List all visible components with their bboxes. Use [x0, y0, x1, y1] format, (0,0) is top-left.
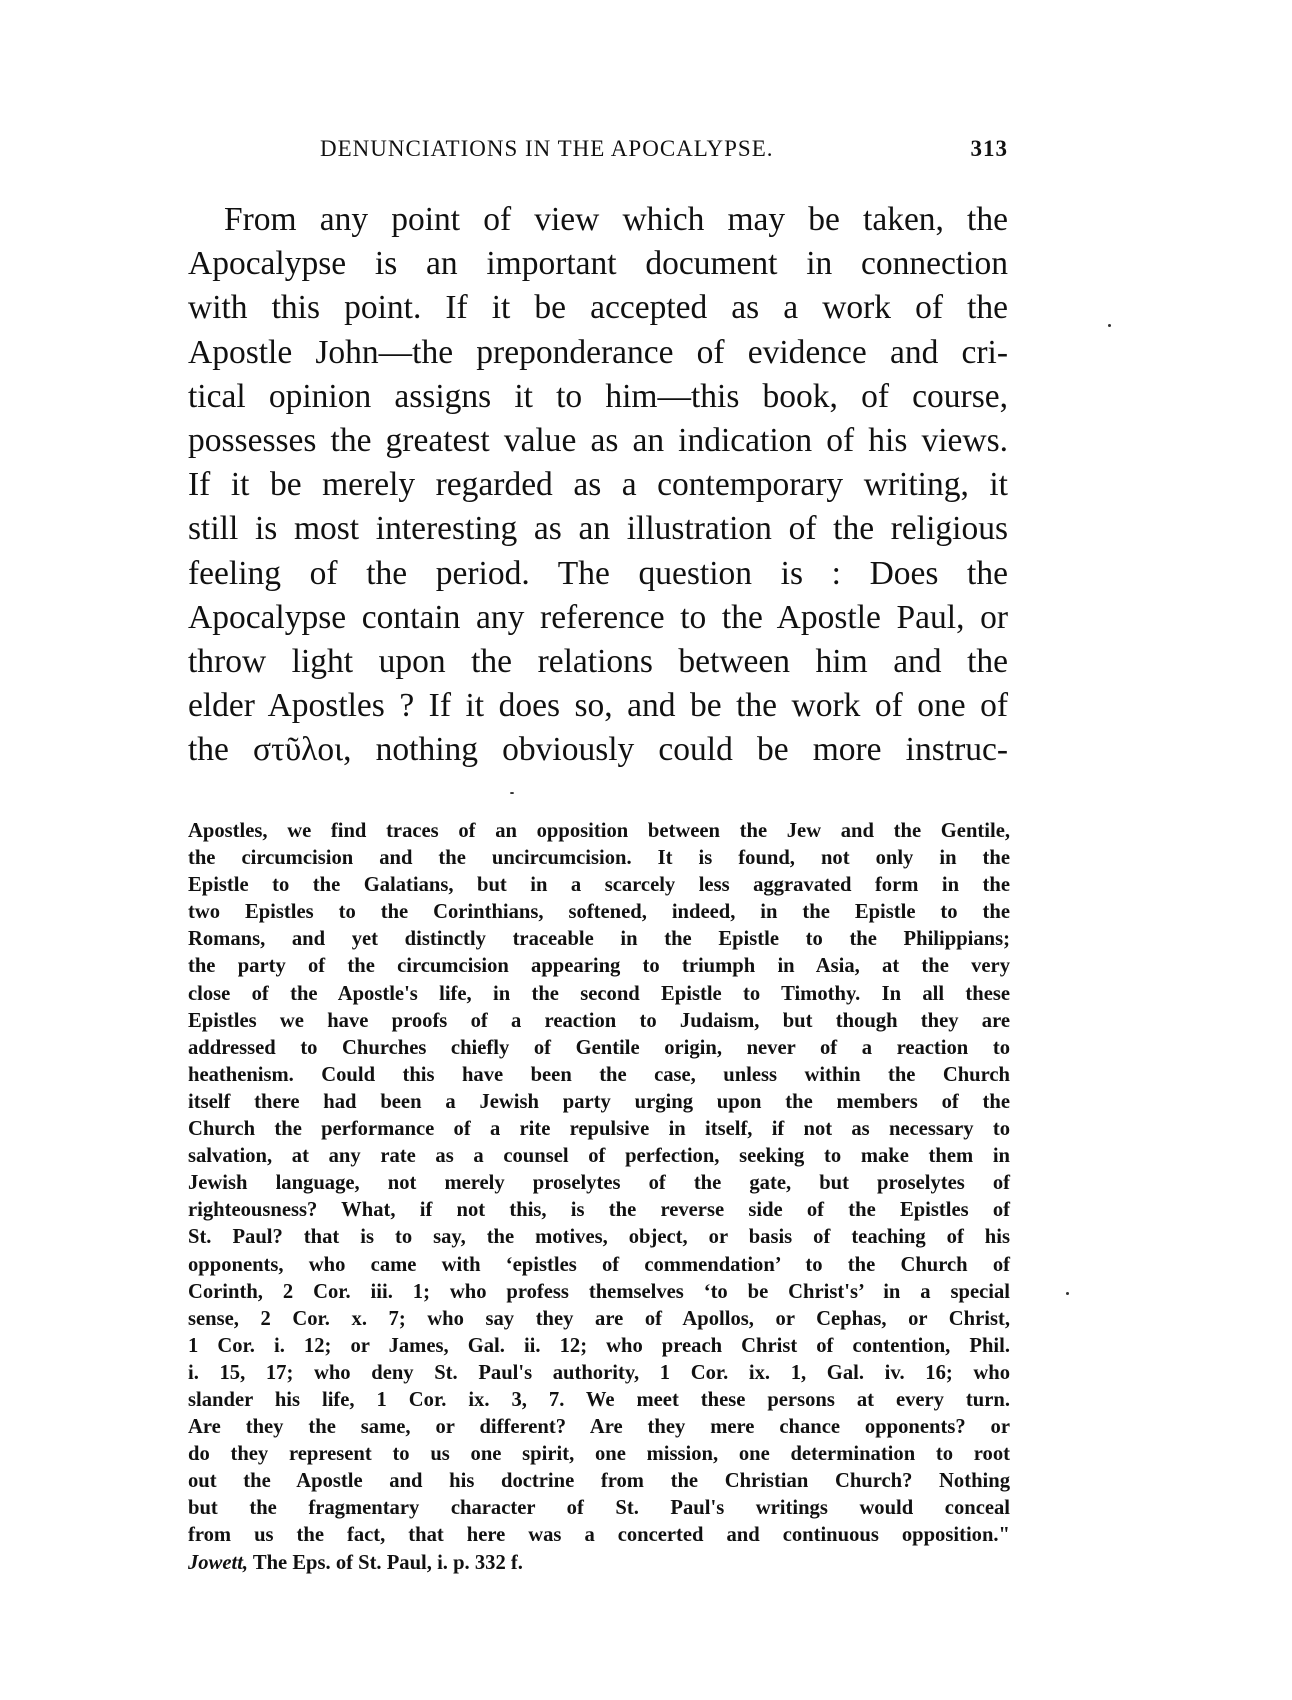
main-text — [188, 198, 1008, 772]
text-line: the στῦλοι, nothing obviously could be more instruc- — [188, 731, 1008, 769]
footnote-citation — [188, 1550, 1010, 1577]
footnote-line: from us the fact, that here was a concerted and continuous opposition." — [188, 1524, 1010, 1547]
footnote-line: the circumcision and the uncircumcision. It is found, not only in the — [188, 847, 1010, 870]
footnote-line: heathenism. Could this have been the case, unless within the Church — [188, 1063, 1010, 1086]
scan-speck — [1108, 324, 1111, 327]
footnote-line: Romans, and yet distinctly traceable in the Epistle to the Philippians; — [188, 928, 1010, 951]
footnote-line: two Epistles to the Corinthians, softened, indeed, in the Epistle to the — [188, 901, 1010, 924]
footnote-line: Epistle to the Galatians, but in a scarcely less aggravated form in the — [188, 874, 1010, 897]
footnote-line: but the fragmentary character of St. Paul's writings would conceal — [188, 1497, 1010, 1520]
footnote-line: St. Paul? that is to say, the motives, object, or basis of teaching of his — [188, 1226, 1010, 1249]
footnote-line: 1 Cor. i. 12; or James, Gal. ii. 12; who preach Christ of contention, Phil. — [188, 1334, 1010, 1357]
footnote — [188, 818, 1010, 1577]
footnote-line: Corinth, 2 Cor. iii. 1; who profess themselves ‘to be Christ's’ in a special — [188, 1280, 1010, 1303]
footnote-line: out the Apostle and his doctrine from the Christian Church? Nothing — [188, 1470, 1010, 1493]
scan-speck — [510, 792, 514, 794]
footnote-line: opponents, who came with ‘epistles of commendation’ to the Church of — [188, 1253, 1010, 1276]
text-line: elder Apostles ? If it does so, and be the work of one of — [188, 687, 1008, 725]
footnote-line: Apostles, we find traces of an opposition between the Jew and the Gentile, — [188, 820, 1010, 842]
text-line: Apostle John—the preponderance of evidence and cri- — [188, 333, 1008, 371]
text-line: From any point of view which may be taken, the — [224, 201, 1008, 238]
text-line: possesses the greatest value as an indication of his views. — [188, 421, 1008, 459]
footnote-line: i. 15, 17; who deny St. Paul's authority, 1 Cor. ix. 1, Gal. iv. 16; who — [188, 1361, 1010, 1384]
footnote-line: salvation, at any rate as a counsel of perfection, seeking to make them in — [188, 1145, 1010, 1168]
footnote-line: addressed to Churches chiefly of Gentile origin, never of a reaction to — [188, 1036, 1010, 1059]
footnote-line: Are they the same, or different? Are they mere chance opponents? or — [188, 1416, 1010, 1439]
footnote-line: righteousness? What, if not this, is the reverse side of the Epistles of — [188, 1199, 1010, 1222]
citation-source: The Eps. of St. Paul, i. p. 332 f. — [248, 1551, 523, 1574]
text-line: with this point. If it be accepted as a work of the — [188, 289, 1008, 327]
scan-speck — [1066, 1292, 1069, 1295]
text-line: Apocalypse is an important document in connection — [188, 245, 1008, 283]
footnote-line: do they represent to us one spirit, one mission, one determination to root — [188, 1443, 1010, 1466]
footnote-line: slander his life, 1 Cor. ix. 3, 7. We meet these persons at every turn. — [188, 1388, 1010, 1411]
text-line: still is most interesting as an illustration of the religious — [188, 510, 1008, 548]
page-number: 313 — [970, 136, 1008, 161]
footnote-line: sense, 2 Cor. x. 7; who say they are of Apollos, or Cephas, or Christ, — [188, 1307, 1010, 1330]
running-header — [320, 136, 1008, 166]
footnote-line: the party of the circumcision appearing to triumph in Asia, at the very — [188, 955, 1010, 978]
text-line: Apocalypse contain any reference to the Apostle Paul, or — [188, 598, 1008, 636]
text-line: throw light upon the relations between him and the — [188, 642, 1008, 680]
footnote-line: Church the performance of a rite repulsive in itself, if not as necessary to — [188, 1118, 1010, 1141]
text-line: tical opinion assigns it to him—this book, of course, — [188, 377, 1008, 415]
footnote-line: itself there had been a Jewish party urging upon the members of the — [188, 1090, 1010, 1113]
text-line: feeling of the period. The question is : Does the — [188, 554, 1008, 592]
running-title: DENUNCIATIONS IN THE APOCALYPSE. — [320, 136, 774, 161]
citation-author: Jowett, — [188, 1551, 249, 1574]
text-line: If it be merely regarded as a contemporary writing, it — [188, 466, 1008, 504]
footnote-line: Jewish language, not merely proselytes of the gate, but proselytes of — [188, 1172, 1010, 1195]
footnote-line: close of the Apostle's life, in the second Epistle to Timothy. In all these — [188, 982, 1010, 1005]
footnote-line: Epistles we have proofs of a reaction to Judaism, but though they are — [188, 1009, 1010, 1032]
